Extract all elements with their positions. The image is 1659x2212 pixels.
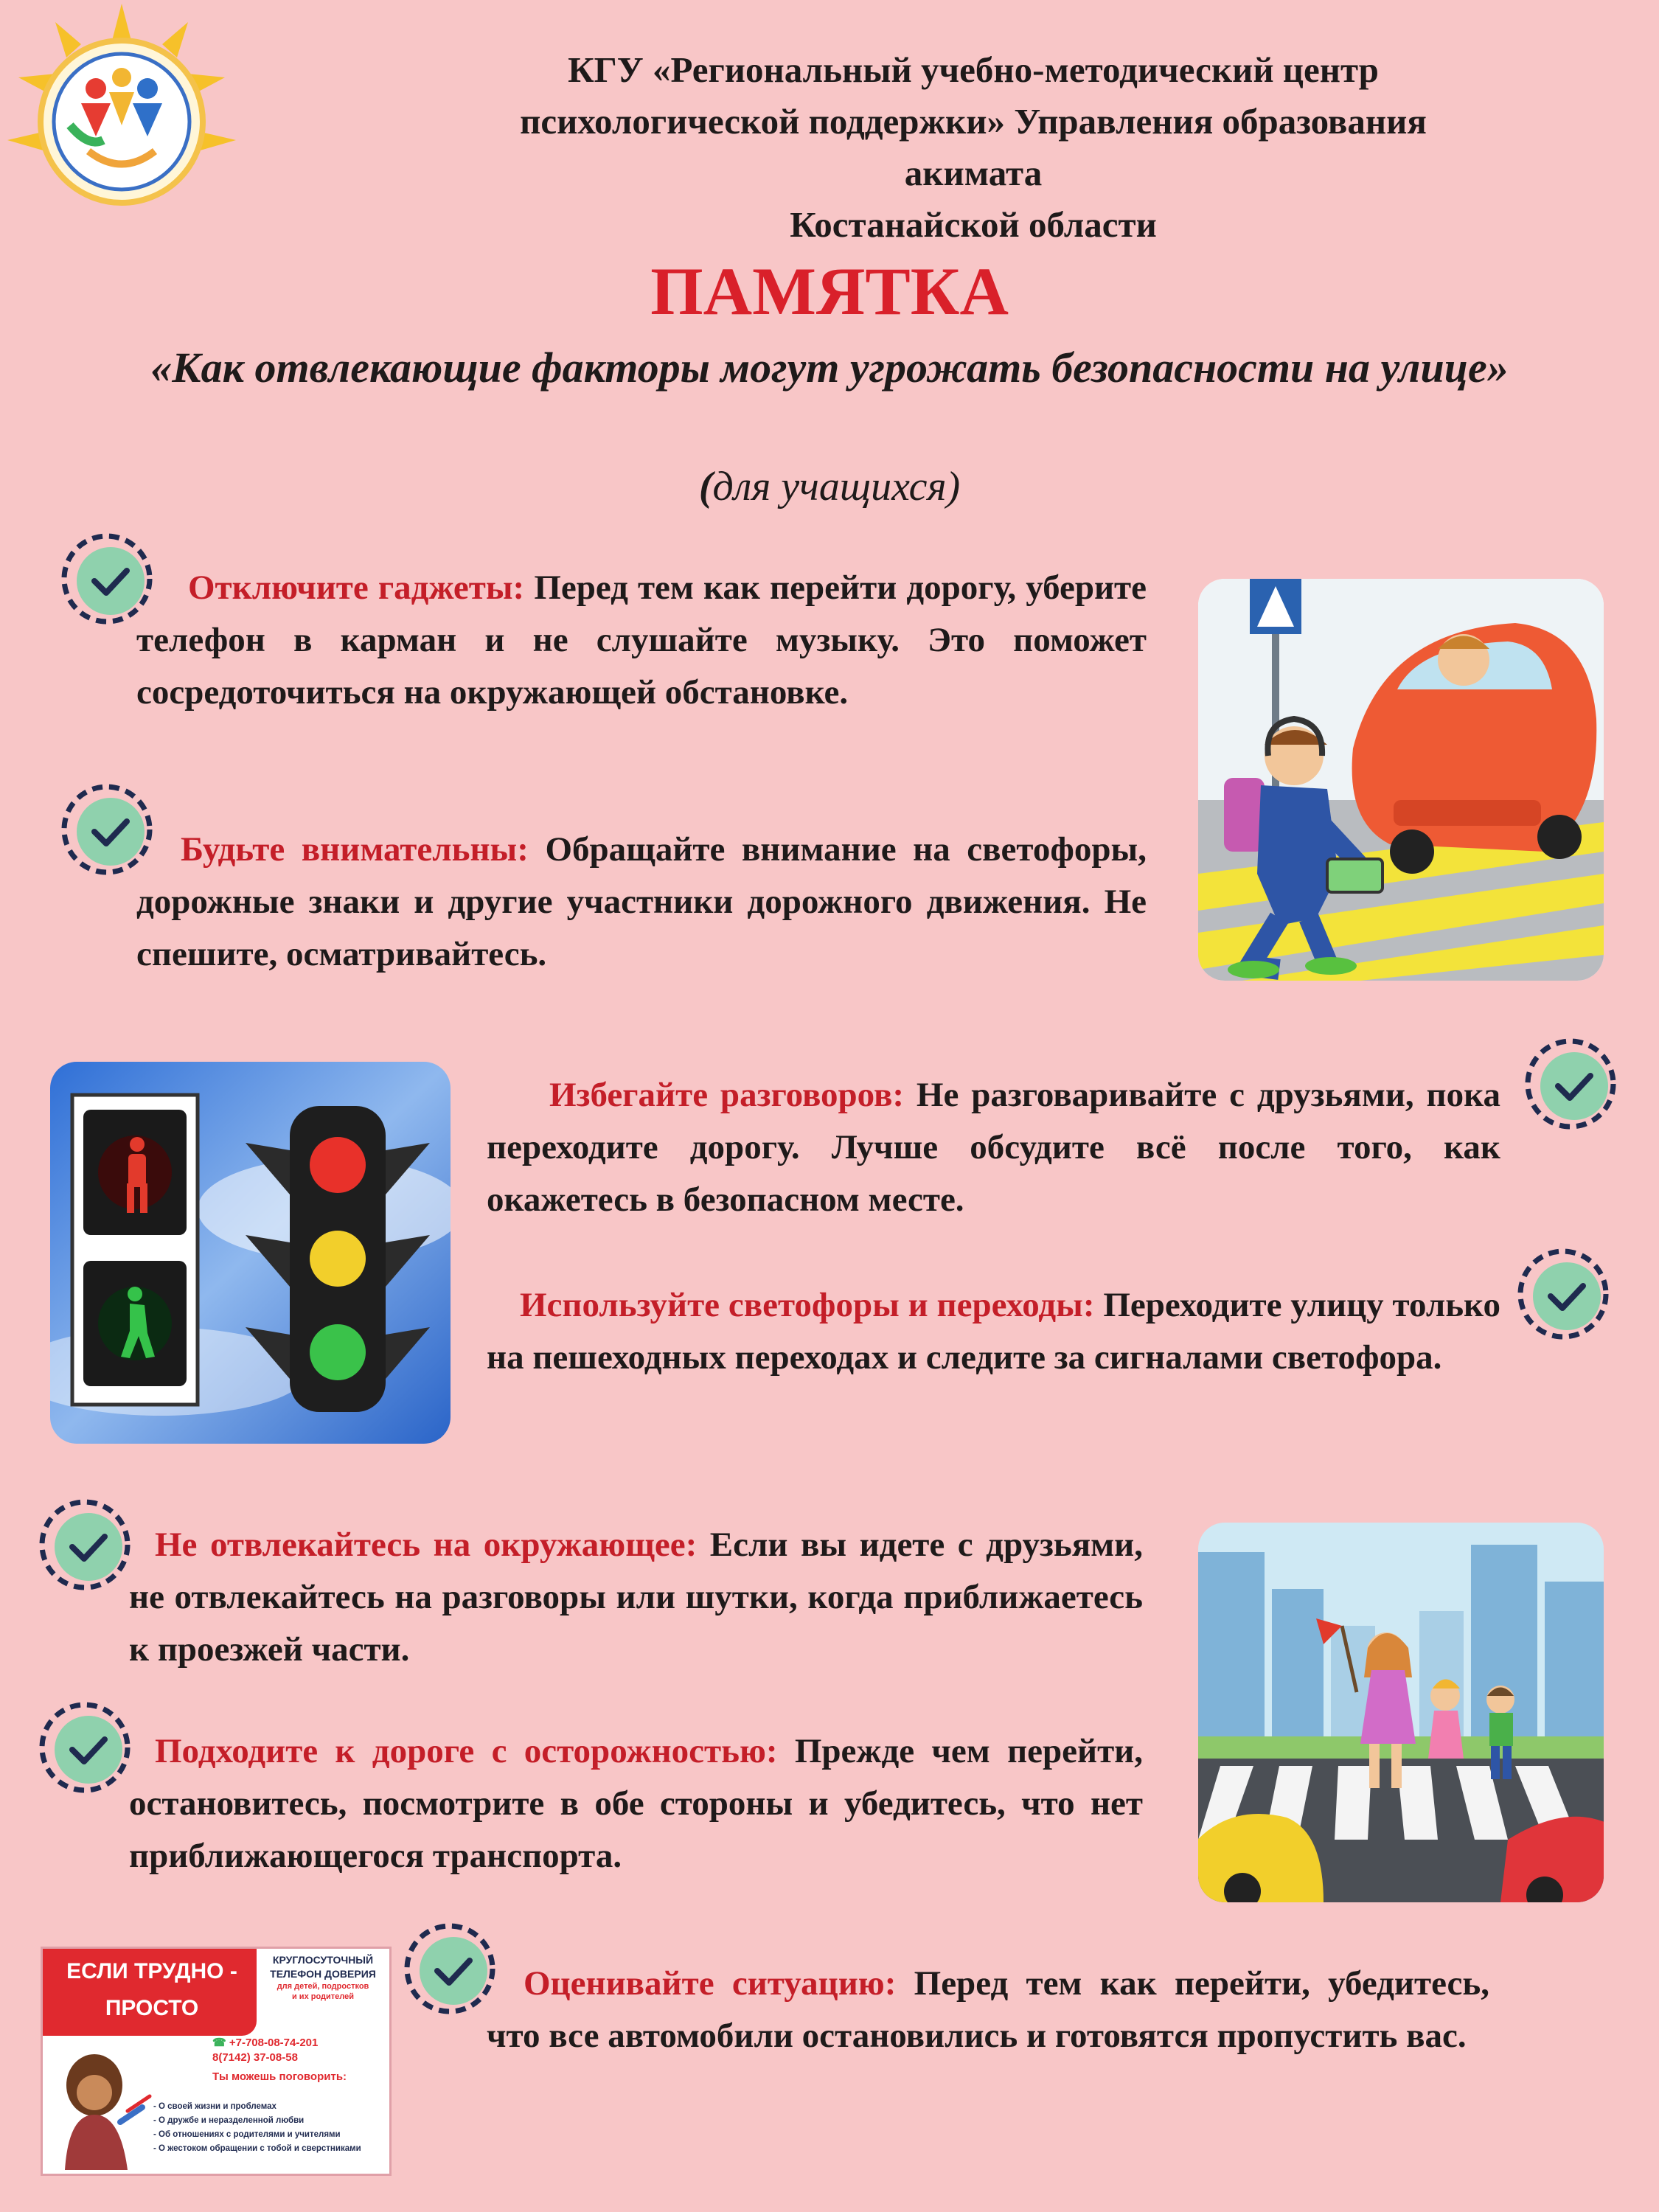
banner-phone: 8(7142) 37-08-58 [212, 2051, 298, 2064]
banner-topic: - О жестоком обращении с тобой и сверстниками [153, 2144, 361, 2153]
audience-paren: ( [698, 464, 713, 509]
check-icon [37, 1700, 133, 1799]
check-icon [1515, 1246, 1611, 1346]
tip-text: Если вы идете с друзьями, не отвлекайтесь на разговоры или шутки, когда приближаетесь к проезжей части. [129, 1526, 1143, 1669]
tip-text: Обращайте внимание на светофоры, дорожные знаки и другие участники дорожного движения. Не спешите, осматривайтесь. [136, 830, 1147, 973]
helpline-banner [41, 1947, 392, 2176]
page-subtitle: «Как отвлекающие факторы могут угрожать безопасности на улице» [150, 344, 1509, 392]
check-icon [402, 1921, 498, 2020]
tip-text: Переходите улицу только на пешеходных переходах и следите за сигналами светофора. [487, 1286, 1501, 1377]
tip-lead: Подходите к дороге с осторожностью: [155, 1732, 778, 1770]
banner-headline: ПРОСТО ПОЗВОНИ [96, 1996, 208, 2057]
tip-paragraph [129, 1519, 1143, 1676]
organization-header [383, 44, 1563, 251]
tip-paragraph [487, 1958, 1489, 2062]
tip-text: Перед тем как перейти, убедитесь, что все автомобили остановились и готовятся пропустить вас. [487, 1964, 1489, 2055]
child-figure-icon [50, 2041, 153, 2170]
banner-topic: - О своей жизни и проблемах [153, 2102, 276, 2111]
banner-phone-number: +7-708-08-74-201 [229, 2037, 319, 2049]
banner-audience: для детей, подростков [276, 1982, 369, 1991]
tip-lead: Не отвлекайтесь на окружающее: [155, 1526, 698, 1564]
organization-logo [0, 0, 243, 221]
banner-service: КРУГЛОСУТОЧНЫЙ [272, 1954, 374, 1966]
phone-icon: ☎ [212, 2037, 226, 2049]
illustration-children-crossing [1198, 1523, 1604, 1902]
tip-lead: Избегайте разговоров: [549, 1076, 905, 1114]
org-line: КГУ «Региональный учебно-методический центр [568, 49, 1379, 90]
tip-paragraph [136, 562, 1147, 719]
tip-paragraph [129, 1725, 1143, 1882]
banner-audience: и их родителей [291, 1992, 355, 2001]
check-icon [1523, 1036, 1618, 1135]
audience-text: для учащихся) [712, 464, 961, 509]
org-line: акимата [904, 153, 1043, 193]
banner-talk-header: Ты можешь поговорить: [212, 2070, 347, 2083]
tip-paragraph [487, 1069, 1500, 1226]
tip-paragraph [136, 824, 1147, 981]
tip-text: Перед тем как перейти дорогу, уберите телефон в карман и не слушайте музыку. Это поможет сосредоточиться на окружающей обстановке. [136, 568, 1147, 712]
tip-lead: Будьте внимательны: [181, 830, 529, 869]
tip-text: Не разговаривайте с друзьями, пока переходите дорогу. Лучше обсудите всё после того, как окажетесь в безопасном месте. [487, 1076, 1501, 1219]
tip-lead: Используйте светофоры и переходы: [520, 1286, 1095, 1324]
tip-text: Прежде чем перейти, остановитесь, посмотрите в обе стороны и убедитесь, что нет приближающегося транспорта. [129, 1732, 1144, 1875]
page-title: ПАМЯТКА [650, 254, 1009, 329]
tip-lead: Отключите гаджеты: [188, 568, 525, 607]
banner-headline: ЕСЛИ ТРУДНО - [66, 1959, 237, 1983]
banner-topic: - Об отношениях с родителями и учителями [153, 2130, 341, 2139]
banner-service: ТЕЛЕФОН ДОВЕРИЯ [270, 1968, 376, 1980]
tip-paragraph [487, 1279, 1500, 1384]
illustration-traffic-lights [50, 1062, 451, 1444]
org-line: психологической поддержки» Управления образования [520, 101, 1427, 142]
tip-lead: Оценивайте ситуацию: [524, 1964, 897, 2003]
org-line: Костанайской области [790, 204, 1157, 245]
illustration-distracted-pedestrian [1198, 579, 1604, 981]
audience-note [0, 461, 1659, 512]
check-icon [37, 1497, 133, 1596]
banner-phone [212, 2036, 382, 2051]
banner-topic: - О дружбе и неразделенной любви [153, 2116, 305, 2125]
